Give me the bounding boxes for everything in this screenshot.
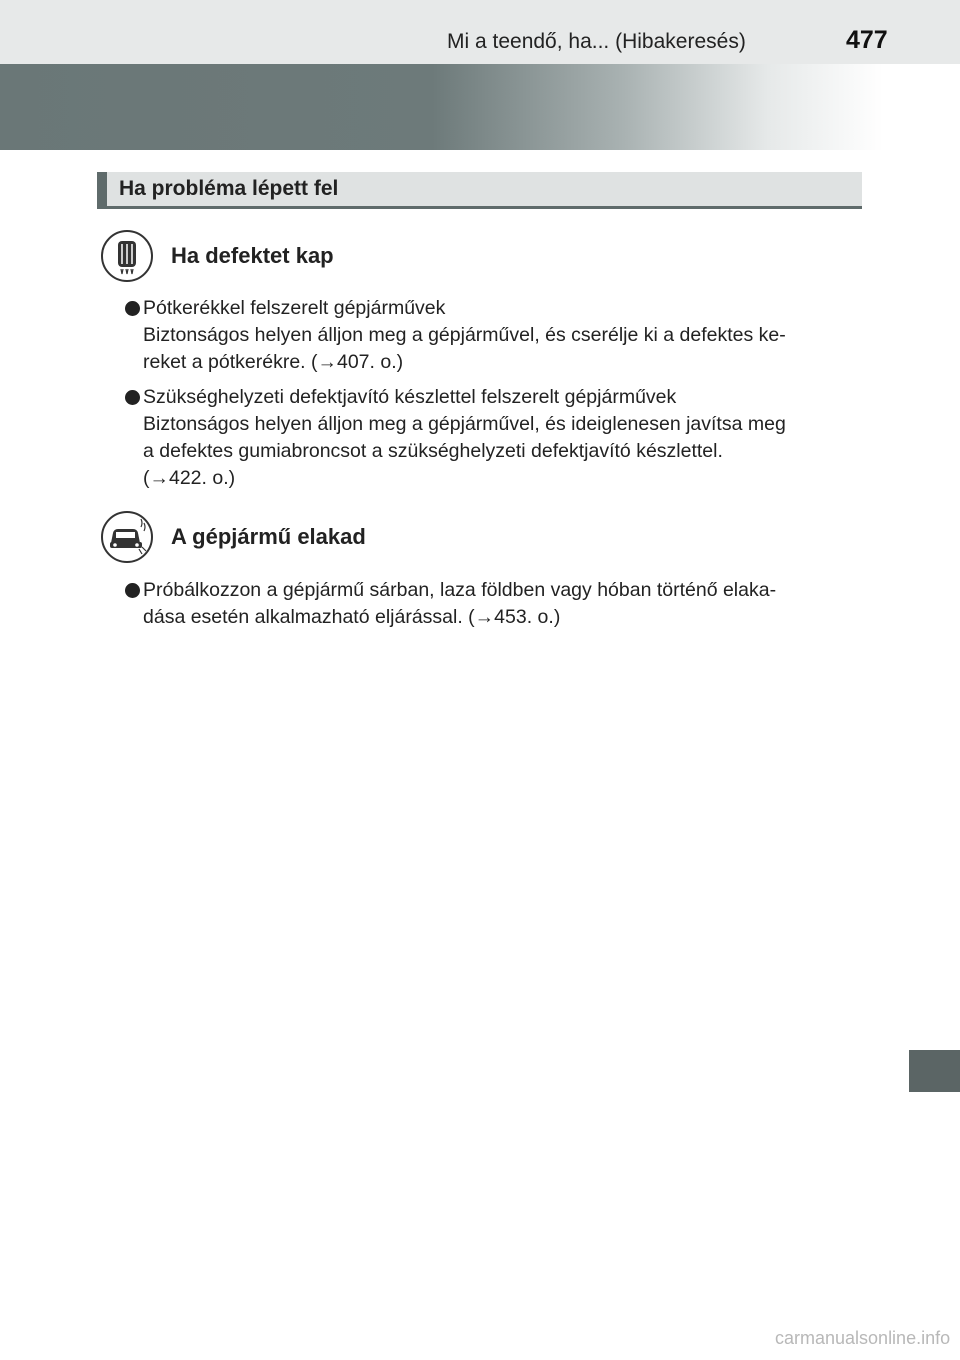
stuck-heading: A gépjármű elakad xyxy=(171,524,366,549)
tire-icon xyxy=(101,230,153,282)
item-text-line: Biztonságos helyen álljon meg a gépjárművel, és ideiglenesen javítsa meg xyxy=(143,413,786,435)
watermark: carmanualsonline.info xyxy=(775,1328,951,1348)
flat-tire-heading: Ha defektet kap xyxy=(171,243,334,268)
section-heading xyxy=(97,172,862,209)
bullet-icon xyxy=(125,301,140,316)
bullet-icon xyxy=(125,390,140,405)
page-number: 477 xyxy=(846,26,888,54)
item-text-line: dása esetén alkalmazható eljárással. (→453. o.) xyxy=(143,606,561,628)
item-text-line: a defektes gumiabroncsot a szükséghelyzeti defektjavító készlettel. xyxy=(143,440,723,462)
chapter-title: Mi a teendő, ha... (Hibakeresés) xyxy=(447,30,746,53)
item-text-line: (→422. o.) xyxy=(143,467,236,489)
item-text-line: Próbálkozzon a gépjármű sárban, laza földben vagy hóban történő elaka- xyxy=(143,579,777,601)
stuck-car-icon xyxy=(101,511,153,563)
header-banner xyxy=(0,64,960,150)
item-title: Szükséghelyzeti defektjavító készlettel felszerelt gépjárművek xyxy=(143,386,677,408)
item-text-line: Biztonságos helyen álljon meg a gépjárművel, és cserélje ki a defektes ke- xyxy=(143,324,786,346)
chapter-tab xyxy=(909,1050,960,1092)
list-item xyxy=(143,577,859,631)
list-item xyxy=(143,384,859,492)
section-heading-text: Ha probléma lépett fel xyxy=(119,177,339,200)
item-title: Pótkerékkel felszerelt gépjárművek xyxy=(143,297,446,319)
item-text-line: reket a pótkerékre. (→407. o.) xyxy=(143,351,404,373)
bullet-icon xyxy=(125,583,140,598)
list-item xyxy=(143,295,859,376)
